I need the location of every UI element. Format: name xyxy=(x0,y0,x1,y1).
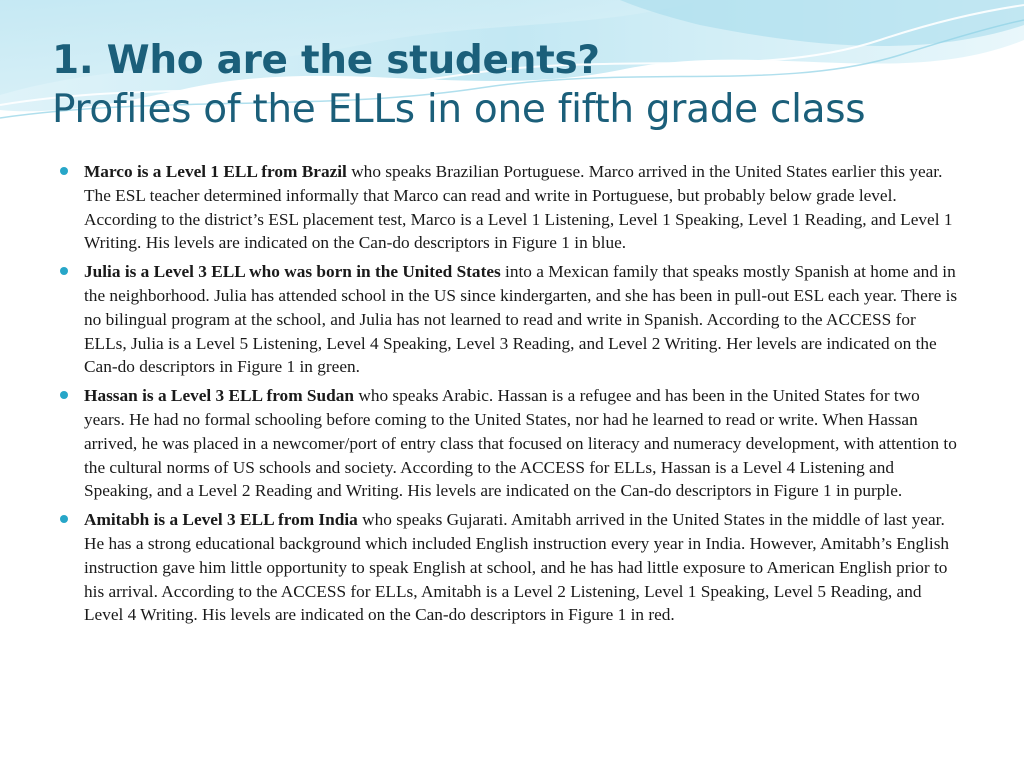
list-item-marco xyxy=(60,160,960,255)
item-lead: Amitabh is a Level 3 ELL from India xyxy=(84,510,358,530)
bullet-icon xyxy=(60,515,68,523)
item-text: who speaks Brazilian Portuguese. Marco arrived in the United States earlier this year. The ESL teacher determined informally that Marco can read and write in Portuguese, but probably below grade level. According to the district’s ESL placement test, Marco is a Level 1 Listening, Level 1 Speaking, Level 1 Reading, and Level 1 Writing. His levels are indicated on the Can-do descriptors in Figure 1 in blue. xyxy=(84,162,953,253)
profile-list xyxy=(60,160,960,632)
item-lead: Hassan is a Level 3 ELL from Sudan xyxy=(84,386,355,406)
item-lead: Marco is a Level 1 ELL from Brazil xyxy=(84,162,347,181)
list-item-hassan xyxy=(60,384,960,503)
bullet-icon xyxy=(60,167,68,175)
title-subheading: Profiles of the ELLs in one fifth grade class xyxy=(52,87,866,132)
list-item-julia xyxy=(60,260,960,379)
bullet-icon xyxy=(60,267,68,275)
item-lead: Julia is a Level 3 ELL who was born in the United States xyxy=(84,262,501,282)
item-text: who speaks Gujarati. Amitabh arrived in the United States in the middle of last year. He has a strong educational background which included English instruction every year in India. However, Amitabh’s English instruction gave him little opportunity to speak English at school, and he has had little exposure to American English prior to his arrival. According to the ACCESS for ELLs, Amitabh is a Level 2 Listening, Level 1 Speaking, Level 5 Reading, and Level 4 Writing. His levels are indicated on the Can-do descriptors in Figure 1 in red. xyxy=(84,510,950,625)
bullet-icon xyxy=(60,391,68,399)
item-text: into a Mexican family that speaks mostly Spanish at home and in the neighborhood. Julia has attended school in the US since kindergarten, and she has been in pull-out ESL each year. There is no bilingual program at the school, and Julia has not learned to read and write in Spanish. According to the ACCESS for ELLs, Julia is a Level 5 Listening, Level 4 Speaking, Level 3 Reading, and Level 2 Writing. Her levels are indicated on the Can-do descriptors in Figure 1 in green. xyxy=(84,262,958,377)
title-heading: 1. Who are the students? xyxy=(52,38,600,83)
list-item-amitabh xyxy=(60,508,960,627)
item-text: who speaks Arabic. Hassan is a refugee and has been in the United States for two years. He had no formal schooling before coming to the United States, nor had he learned to read or write. When Hassan arrived, he was placed in a newcomer/port of entry class that focused on literacy and numeracy development, with attention to the cultural norms of US schools and society. According to the ACCESS for ELLs, Hassan is a Level 4 Listening and Speaking, and a Level 2 Reading and Writing. His levels are indicated on the Can-do descriptors in Figure 1 in purple. xyxy=(84,386,957,501)
slide-title xyxy=(52,38,1012,136)
